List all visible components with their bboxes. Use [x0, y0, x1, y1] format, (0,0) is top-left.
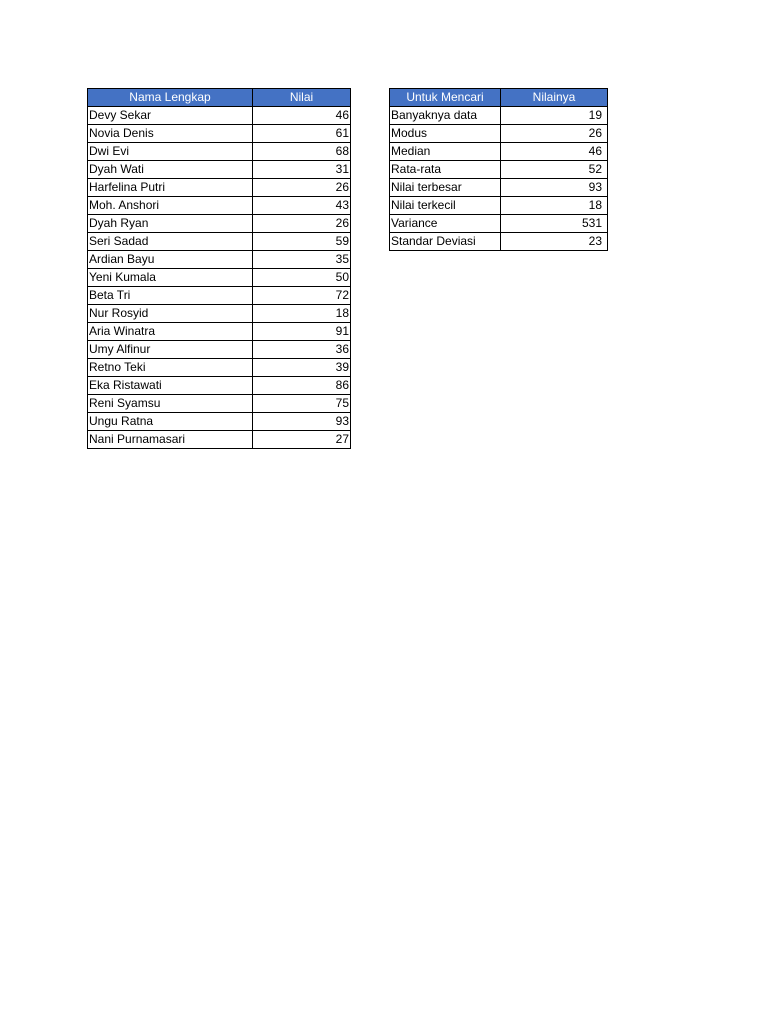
nilai-row-value-cell[interactable]: 46	[253, 107, 351, 125]
header-nilainya[interactable]: Nilainya	[501, 89, 608, 107]
stat-row-label-cell[interactable]: Median	[390, 143, 501, 161]
stat-row	[390, 125, 608, 143]
nilai-row	[88, 251, 351, 269]
nilai-row	[88, 395, 351, 413]
header-row	[390, 89, 608, 107]
stat-table-header	[390, 89, 608, 107]
nilai-row-label-cell[interactable]: Retno Teki	[88, 359, 253, 377]
stat-table-body	[390, 107, 608, 251]
nilai-row-label-cell[interactable]: Seri Sadad	[88, 233, 253, 251]
nilai-row	[88, 161, 351, 179]
stat-row-value-cell[interactable]: 93	[501, 179, 608, 197]
nilai-row-value-cell[interactable]: 39	[253, 359, 351, 377]
nilai-row	[88, 143, 351, 161]
nilai-row	[88, 233, 351, 251]
nilai-row-label-cell[interactable]: Eka Ristawati	[88, 377, 253, 395]
nilai-row	[88, 413, 351, 431]
nilai-row-label-cell[interactable]: Aria Winatra	[88, 323, 253, 341]
nilai-row	[88, 197, 351, 215]
nilai-row	[88, 179, 351, 197]
nilai-row	[88, 107, 351, 125]
stat-row-value-cell[interactable]: 26	[501, 125, 608, 143]
nilai-row-value-cell[interactable]: 72	[253, 287, 351, 305]
stat-row-label-cell[interactable]: Variance	[390, 215, 501, 233]
stat-row-label-cell[interactable]: Banyaknya data	[390, 107, 501, 125]
stat-row-label-cell[interactable]: Nilai terbesar	[390, 179, 501, 197]
stat-row-label-cell[interactable]: Standar Deviasi	[390, 233, 501, 251]
nilai-row-label-cell[interactable]: Nur Rosyid	[88, 305, 253, 323]
stat-table	[389, 88, 608, 251]
nilai-row-label-cell[interactable]: Moh. Anshori	[88, 197, 253, 215]
stat-row	[390, 215, 608, 233]
stat-row-label-cell[interactable]: Nilai terkecil	[390, 197, 501, 215]
header-nama-lengkap[interactable]: Nama Lengkap	[88, 89, 253, 107]
nilai-row-value-cell[interactable]: 75	[253, 395, 351, 413]
stat-row-value-cell[interactable]: 19	[501, 107, 608, 125]
nilai-row-value-cell[interactable]: 35	[253, 251, 351, 269]
nilai-row	[88, 269, 351, 287]
stat-row	[390, 197, 608, 215]
nilai-row-value-cell[interactable]: 27	[253, 431, 351, 449]
nilai-row	[88, 359, 351, 377]
nilai-row	[88, 215, 351, 233]
stat-row	[390, 107, 608, 125]
nilai-row-label-cell[interactable]: Dyah Ryan	[88, 215, 253, 233]
nilai-table	[87, 88, 351, 449]
stat-row-value-cell[interactable]: 52	[501, 161, 608, 179]
nilai-row-value-cell[interactable]: 91	[253, 323, 351, 341]
nilai-row-label-cell[interactable]: Yeni Kumala	[88, 269, 253, 287]
nilai-row-value-cell[interactable]: 68	[253, 143, 351, 161]
nilai-row-label-cell[interactable]: Reni Syamsu	[88, 395, 253, 413]
nilai-row-label-cell[interactable]: Beta Tri	[88, 287, 253, 305]
nilai-row-value-cell[interactable]: 31	[253, 161, 351, 179]
stat-row	[390, 179, 608, 197]
stat-row-label-cell[interactable]: Rata-rata	[390, 161, 501, 179]
nilai-row-value-cell[interactable]: 36	[253, 341, 351, 359]
nilai-table-body	[88, 107, 351, 449]
stat-row	[390, 233, 608, 251]
header-nilai[interactable]: Nilai	[253, 89, 351, 107]
nilai-row	[88, 377, 351, 395]
nilai-row-label-cell[interactable]: Harfelina Putri	[88, 179, 253, 197]
stat-row-value-cell[interactable]: 531	[501, 215, 608, 233]
nilai-row-value-cell[interactable]: 61	[253, 125, 351, 143]
nilai-row	[88, 287, 351, 305]
stat-row-value-cell[interactable]: 23	[501, 233, 608, 251]
nilai-row-label-cell[interactable]: Devy Sekar	[88, 107, 253, 125]
nilai-row-label-cell[interactable]: Ungu Ratna	[88, 413, 253, 431]
nilai-table-header	[88, 89, 351, 107]
nilai-row-label-cell[interactable]: Umy Alfinur	[88, 341, 253, 359]
nilai-row	[88, 341, 351, 359]
nilai-row-value-cell[interactable]: 59	[253, 233, 351, 251]
nilai-row-value-cell[interactable]: 50	[253, 269, 351, 287]
nilai-row-value-cell[interactable]: 93	[253, 413, 351, 431]
header-row	[88, 89, 351, 107]
nilai-row-label-cell[interactable]: Dyah Wati	[88, 161, 253, 179]
nilai-row-value-cell[interactable]: 26	[253, 179, 351, 197]
nilai-row-label-cell[interactable]: Nani Purnamasari	[88, 431, 253, 449]
nilai-row-value-cell[interactable]: 18	[253, 305, 351, 323]
stat-row-label-cell[interactable]: Modus	[390, 125, 501, 143]
stat-row	[390, 143, 608, 161]
nilai-row-label-cell[interactable]: Dwi Evi	[88, 143, 253, 161]
nilai-row	[88, 305, 351, 323]
nilai-row	[88, 431, 351, 449]
nilai-row	[88, 323, 351, 341]
nilai-row	[88, 125, 351, 143]
nilai-row-label-cell[interactable]: Novia Denis	[88, 125, 253, 143]
stat-row-value-cell[interactable]: 46	[501, 143, 608, 161]
nilai-row-value-cell[interactable]: 86	[253, 377, 351, 395]
header-untuk-mencari[interactable]: Untuk Mencari	[390, 89, 501, 107]
nilai-row-value-cell[interactable]: 26	[253, 215, 351, 233]
nilai-row-label-cell[interactable]: Ardian Bayu	[88, 251, 253, 269]
stat-row-value-cell[interactable]: 18	[501, 197, 608, 215]
nilai-row-value-cell[interactable]: 43	[253, 197, 351, 215]
stat-row	[390, 161, 608, 179]
